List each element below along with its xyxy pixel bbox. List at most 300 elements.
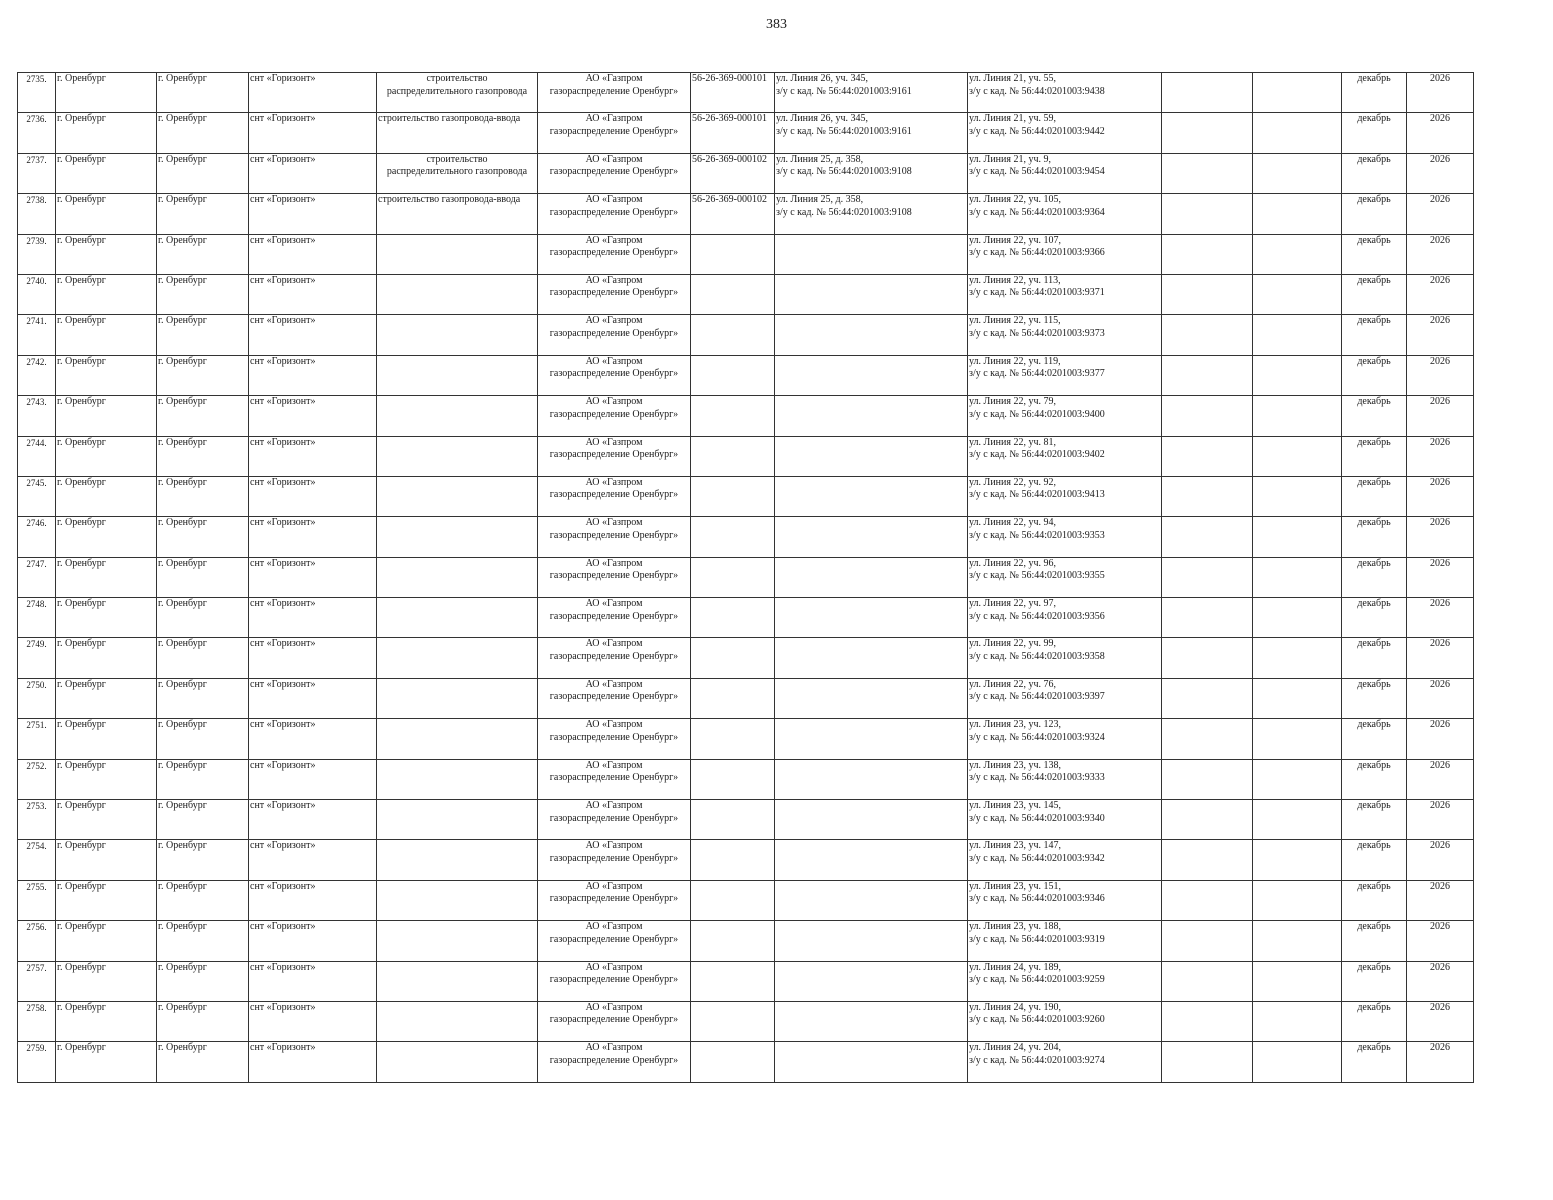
city-cell: г. Оренбург: [56, 638, 157, 678]
connection-to-cell-line: ул. Линия 22, уч. 107,: [969, 234, 1062, 246]
connection-from-cell-line: ул. Линия 26, уч. 345,: [776, 113, 869, 125]
connection-to-cell-line: з/у с кад. № 56:44:0201003:9358: [969, 650, 1105, 662]
district-cell: г. Оренбург: [157, 274, 249, 314]
organization-cell-line: газораспределение Оренбург»: [549, 449, 679, 461]
empty-cell: [1162, 598, 1253, 638]
district-cell: г. Оренбург: [157, 234, 249, 274]
organization-cell: [538, 476, 691, 516]
organization-cell-line: газораспределение Оренбург»: [549, 1014, 679, 1026]
connection-to-cell: [968, 436, 1162, 476]
organization-cell-line: АО «Газпром: [585, 194, 643, 206]
connection-from-cell: [775, 719, 968, 759]
organization-cell-line: газораспределение Оренбург»: [549, 852, 679, 864]
object-code-cell: [691, 719, 775, 759]
connection-to-cell-line: з/у с кад. № 56:44:0201003:9333: [969, 772, 1105, 784]
row-number: 2747.: [18, 557, 56, 597]
organization-cell-line: АО «Газпром: [585, 921, 643, 933]
connection-to-cell-line: з/у с кад. № 56:44:0201003:9366: [969, 247, 1105, 259]
organization-cell: [538, 315, 691, 355]
organization-cell-line: АО «Газпром: [585, 638, 643, 650]
snt-cell: снт «Горизонт»: [249, 396, 377, 436]
empty-cell: [1253, 678, 1342, 718]
connection-to-cell-line: ул. Линия 24, уч. 190,: [969, 1001, 1062, 1013]
connection-from-cell: [775, 517, 968, 557]
work-type-cell-line: строительство: [426, 73, 488, 84]
month-cell: декабрь: [1342, 1001, 1407, 1041]
table-row: [18, 880, 1474, 920]
connection-from-cell: [775, 800, 968, 840]
work-type-cell-line: строительство газопровода-ввода: [378, 113, 521, 125]
snt-cell: снт «Горизонт»: [249, 759, 377, 799]
table-row: [18, 800, 1474, 840]
connection-to-cell: [968, 153, 1162, 193]
empty-cell: [1162, 113, 1253, 153]
organization-cell-line: газораспределение Оренбург»: [549, 287, 679, 299]
empty-cell: [1253, 921, 1342, 961]
district-cell: г. Оренбург: [157, 436, 249, 476]
district-cell: г. Оренбург: [157, 194, 249, 234]
connection-from-cell: [775, 315, 968, 355]
object-code-cell: [691, 436, 775, 476]
row-number: 2757.: [18, 961, 56, 1001]
district-cell: г. Оренбург: [157, 800, 249, 840]
empty-cell: [1253, 517, 1342, 557]
month-cell: декабрь: [1342, 436, 1407, 476]
row-number: 2756.: [18, 921, 56, 961]
work-type-cell: [377, 921, 538, 961]
month-cell: декабрь: [1342, 274, 1407, 314]
snt-cell: снт «Горизонт»: [249, 598, 377, 638]
organization-cell: [538, 840, 691, 880]
empty-cell: [1162, 719, 1253, 759]
city-cell: г. Оренбург: [56, 153, 157, 193]
organization-cell-line: газораспределение Оренбург»: [549, 1054, 679, 1066]
year-cell: 2026: [1407, 315, 1474, 355]
city-cell: г. Оренбург: [56, 719, 157, 759]
table-row: [18, 355, 1474, 395]
object-code-cell: 56-26-369-000101: [691, 113, 775, 153]
connection-from-cell-line: з/у с кад. № 56:44:0201003:9108: [776, 206, 912, 218]
district-cell: г. Оренбург: [157, 476, 249, 516]
connection-from-cell: [775, 880, 968, 920]
city-cell: г. Оренбург: [56, 113, 157, 153]
month-cell: декабрь: [1342, 961, 1407, 1001]
snt-cell: снт «Горизонт»: [249, 274, 377, 314]
district-cell: г. Оренбург: [157, 73, 249, 113]
table-row: [18, 194, 1474, 234]
row-number: 2751.: [18, 719, 56, 759]
empty-cell: [1253, 476, 1342, 516]
organization-cell-line: газораспределение Оренбург»: [549, 731, 679, 743]
connection-to-cell-line: з/у с кад. № 56:44:0201003:9346: [969, 893, 1105, 905]
month-cell: декабрь: [1342, 355, 1407, 395]
city-cell: г. Оренбург: [56, 557, 157, 597]
empty-cell: [1253, 113, 1342, 153]
organization-cell: [538, 921, 691, 961]
page-number: 383: [766, 17, 787, 32]
work-type-cell: [377, 961, 538, 1001]
connection-to-cell-line: з/у с кад. № 56:44:0201003:9274: [969, 1054, 1105, 1066]
object-code-cell: [691, 880, 775, 920]
connection-to-cell: [968, 274, 1162, 314]
empty-cell: [1162, 234, 1253, 274]
city-cell: г. Оренбург: [56, 436, 157, 476]
organization-cell: [538, 194, 691, 234]
table-row: [18, 153, 1474, 193]
month-cell: декабрь: [1342, 153, 1407, 193]
connection-to-cell-line: з/у с кад. № 56:44:0201003:9260: [969, 1014, 1105, 1026]
year-cell: 2026: [1407, 436, 1474, 476]
connection-to-cell-line: з/у с кад. № 56:44:0201003:9438: [969, 85, 1105, 97]
table-row: [18, 476, 1474, 516]
connection-from-cell: [775, 1042, 968, 1082]
empty-cell: [1162, 153, 1253, 193]
organization-cell-line: АО «Газпром: [585, 800, 643, 812]
year-cell: 2026: [1407, 638, 1474, 678]
organization-cell: [538, 274, 691, 314]
empty-cell: [1253, 436, 1342, 476]
organization-cell-line: газораспределение Оренбург»: [549, 206, 679, 218]
organization-cell: [538, 1001, 691, 1041]
month-cell: декабрь: [1342, 396, 1407, 436]
work-type-cell: [377, 476, 538, 516]
connection-from-cell-line: ул. Линия 25, д. 358,: [776, 194, 864, 206]
table-row: [18, 436, 1474, 476]
snt-cell: снт «Горизонт»: [249, 678, 377, 718]
organization-cell-line: газораспределение Оренбург»: [549, 85, 679, 97]
organization-cell-line: газораспределение Оренбург»: [549, 125, 679, 137]
organization-cell-line: АО «Газпром: [585, 880, 643, 892]
connection-from-cell: [775, 1001, 968, 1041]
object-code-cell: [691, 234, 775, 274]
connection-to-cell-line: з/у с кад. № 56:44:0201003:9413: [969, 489, 1105, 501]
organization-cell-line: АО «Газпром: [585, 961, 643, 973]
work-type-cell: [377, 759, 538, 799]
organization-cell-line: АО «Газпром: [585, 1042, 643, 1054]
connection-from-cell-line: ул. Линия 25, д. 358,: [776, 153, 864, 165]
organization-cell-line: газораспределение Оренбург»: [549, 812, 679, 824]
organization-cell-line: газораспределение Оренбург»: [549, 247, 679, 259]
organization-cell: [538, 880, 691, 920]
city-cell: г. Оренбург: [56, 315, 157, 355]
connection-to-cell-line: з/у с кад. № 56:44:0201003:9353: [969, 529, 1105, 541]
row-number: 2738.: [18, 194, 56, 234]
row-number: 2758.: [18, 1001, 56, 1041]
month-cell: декабрь: [1342, 598, 1407, 638]
connection-to-cell-line: ул. Линия 22, уч. 92,: [969, 476, 1057, 488]
table-row: [18, 961, 1474, 1001]
row-number: 2748.: [18, 598, 56, 638]
connection-from-cell: [775, 274, 968, 314]
connection-from-cell-line: ул. Линия 26, уч. 345,: [776, 73, 869, 84]
table-row: [18, 840, 1474, 880]
city-cell: г. Оренбург: [56, 1042, 157, 1082]
work-type-cell: [377, 840, 538, 880]
connection-to-cell-line: з/у с кад. № 56:44:0201003:9400: [969, 408, 1105, 420]
object-code-cell: 56-26-369-000102: [691, 194, 775, 234]
connection-to-cell-line: з/у с кад. № 56:44:0201003:9356: [969, 610, 1105, 622]
connection-to-cell-line: ул. Линия 22, уч. 81,: [969, 436, 1057, 448]
connection-from-cell-line: з/у с кад. № 56:44:0201003:9161: [776, 125, 912, 137]
city-cell: г. Оренбург: [56, 396, 157, 436]
year-cell: 2026: [1407, 355, 1474, 395]
connection-to-cell-line: з/у с кад. № 56:44:0201003:9259: [969, 974, 1105, 986]
organization-cell: [538, 759, 691, 799]
organization-cell-line: АО «Газпром: [585, 678, 643, 690]
snt-cell: снт «Горизонт»: [249, 921, 377, 961]
organization-cell-line: АО «Газпром: [585, 476, 643, 488]
snt-cell: снт «Горизонт»: [249, 234, 377, 274]
work-type-cell: [377, 1042, 538, 1082]
connection-to-cell-line: ул. Линия 23, уч. 151,: [969, 880, 1062, 892]
work-type-cell-line: строительство газопровода-ввода: [378, 194, 521, 206]
snt-cell: снт «Горизонт»: [249, 1042, 377, 1082]
object-code-cell: [691, 598, 775, 638]
empty-cell: [1162, 355, 1253, 395]
table-row: [18, 719, 1474, 759]
row-number: 2736.: [18, 113, 56, 153]
row-number: 2743.: [18, 396, 56, 436]
empty-cell: [1162, 476, 1253, 516]
snt-cell: снт «Горизонт»: [249, 153, 377, 193]
connection-to-cell: [968, 315, 1162, 355]
connection-from-cell-line: з/у с кад. № 56:44:0201003:9108: [776, 166, 912, 178]
row-number: 2750.: [18, 678, 56, 718]
work-type-cell: [377, 234, 538, 274]
month-cell: декабрь: [1342, 113, 1407, 153]
empty-cell: [1253, 234, 1342, 274]
empty-cell: [1162, 880, 1253, 920]
district-cell: г. Оренбург: [157, 113, 249, 153]
table-row: [18, 557, 1474, 597]
connection-to-cell-line: ул. Линия 22, уч. 119,: [969, 355, 1061, 367]
district-cell: г. Оренбург: [157, 1001, 249, 1041]
organization-cell-line: АО «Газпром: [585, 113, 643, 125]
connection-from-cell: [775, 153, 968, 193]
row-number: 2741.: [18, 315, 56, 355]
work-type-cell: [377, 194, 538, 234]
table-row: [18, 234, 1474, 274]
connection-to-cell-line: ул. Линия 22, уч. 96,: [969, 557, 1057, 569]
city-cell: г. Оренбург: [56, 880, 157, 920]
object-code-cell: [691, 961, 775, 1001]
empty-cell: [1253, 638, 1342, 678]
district-cell: г. Оренбург: [157, 396, 249, 436]
row-number: 2742.: [18, 355, 56, 395]
organization-cell-line: газораспределение Оренбург»: [549, 529, 679, 541]
empty-cell: [1162, 396, 1253, 436]
empty-cell: [1253, 598, 1342, 638]
year-cell: 2026: [1407, 396, 1474, 436]
connection-to-cell: [968, 638, 1162, 678]
organization-cell-line: газораспределение Оренбург»: [549, 368, 679, 380]
connection-to-cell: [968, 961, 1162, 1001]
city-cell: г. Оренбург: [56, 759, 157, 799]
connection-to-cell-line: ул. Линия 23, уч. 123,: [969, 719, 1062, 731]
month-cell: декабрь: [1342, 194, 1407, 234]
organization-cell-line: АО «Газпром: [585, 274, 643, 286]
empty-cell: [1162, 517, 1253, 557]
district-cell: г. Оренбург: [157, 153, 249, 193]
snt-cell: снт «Горизонт»: [249, 840, 377, 880]
table-row: [18, 759, 1474, 799]
connection-to-cell-line: ул. Линия 21, уч. 9,: [969, 153, 1052, 165]
organization-cell-line: АО «Газпром: [585, 557, 643, 569]
empty-cell: [1253, 396, 1342, 436]
district-cell: г. Оренбург: [157, 557, 249, 597]
empty-cell: [1162, 638, 1253, 678]
organization-cell-line: газораспределение Оренбург»: [549, 408, 679, 420]
year-cell: 2026: [1407, 476, 1474, 516]
district-cell: г. Оренбург: [157, 315, 249, 355]
work-type-cell: [377, 113, 538, 153]
row-number: 2745.: [18, 476, 56, 516]
month-cell: декабрь: [1342, 678, 1407, 718]
organization-cell-line: АО «Газпром: [585, 315, 643, 327]
row-number: 2749.: [18, 638, 56, 678]
connection-from-cell-line: з/у с кад. № 56:44:0201003:9161: [776, 85, 912, 97]
city-cell: г. Оренбург: [56, 921, 157, 961]
connection-from-cell: [775, 961, 968, 1001]
city-cell: г. Оренбург: [56, 678, 157, 718]
year-cell: 2026: [1407, 921, 1474, 961]
district-cell: г. Оренбург: [157, 1042, 249, 1082]
object-code-cell: [691, 557, 775, 597]
district-cell: г. Оренбург: [157, 517, 249, 557]
empty-cell: [1162, 315, 1253, 355]
city-cell: г. Оренбург: [56, 73, 157, 113]
connection-from-cell: [775, 436, 968, 476]
work-type-cell: [377, 800, 538, 840]
city-cell: г. Оренбург: [56, 840, 157, 880]
snt-cell: снт «Горизонт»: [249, 436, 377, 476]
connection-to-cell-line: ул. Линия 23, уч. 145,: [969, 800, 1062, 812]
connection-to-cell-line: ул. Линия 24, уч. 204,: [969, 1042, 1062, 1054]
object-code-cell: [691, 840, 775, 880]
row-number: 2752.: [18, 759, 56, 799]
empty-cell: [1253, 153, 1342, 193]
year-cell: 2026: [1407, 153, 1474, 193]
connection-from-cell: [775, 355, 968, 395]
connection-to-cell: [968, 234, 1162, 274]
connection-to-cell: [968, 719, 1162, 759]
year-cell: 2026: [1407, 598, 1474, 638]
table-row: [18, 1042, 1474, 1082]
organization-cell: [538, 355, 691, 395]
table-row: [18, 678, 1474, 718]
snt-cell: снт «Горизонт»: [249, 880, 377, 920]
organization-cell-line: АО «Газпром: [585, 517, 643, 529]
empty-cell: [1253, 1042, 1342, 1082]
object-code-cell: [691, 678, 775, 718]
work-type-cell: [377, 598, 538, 638]
city-cell: г. Оренбург: [56, 234, 157, 274]
organization-cell: [538, 557, 691, 597]
snt-cell: снт «Горизонт»: [249, 194, 377, 234]
connection-to-cell: [968, 800, 1162, 840]
month-cell: декабрь: [1342, 1042, 1407, 1082]
table-row: [18, 921, 1474, 961]
connection-to-cell: [968, 1001, 1162, 1041]
work-type-cell: [377, 153, 538, 193]
row-number: 2746.: [18, 517, 56, 557]
registry-table: [17, 72, 1474, 1083]
organization-cell: [538, 234, 691, 274]
city-cell: г. Оренбург: [56, 1001, 157, 1041]
object-code-cell: [691, 315, 775, 355]
connection-to-cell-line: ул. Линия 21, уч. 55,: [969, 73, 1057, 84]
row-number: 2754.: [18, 840, 56, 880]
table-row: [18, 113, 1474, 153]
organization-cell-line: АО «Газпром: [585, 436, 643, 448]
connection-to-cell-line: з/у с кад. № 56:44:0201003:9324: [969, 731, 1105, 743]
table-row: [18, 274, 1474, 314]
row-number: 2753.: [18, 800, 56, 840]
table-row: [18, 396, 1474, 436]
month-cell: декабрь: [1342, 921, 1407, 961]
organization-cell-line: газораспределение Оренбург»: [549, 933, 679, 945]
object-code-cell: 56-26-369-000102: [691, 153, 775, 193]
connection-to-cell-line: з/у с кад. № 56:44:0201003:9397: [969, 691, 1105, 703]
empty-cell: [1162, 73, 1253, 113]
organization-cell: [538, 961, 691, 1001]
snt-cell: снт «Горизонт»: [249, 476, 377, 516]
object-code-cell: [691, 759, 775, 799]
organization-cell: [538, 719, 691, 759]
year-cell: 2026: [1407, 880, 1474, 920]
organization-cell: [538, 678, 691, 718]
connection-to-cell-line: ул. Линия 24, уч. 189,: [969, 961, 1062, 973]
empty-cell: [1253, 1001, 1342, 1041]
work-type-cell: [377, 355, 538, 395]
organization-cell-line: газораспределение Оренбург»: [549, 650, 679, 662]
organization-cell: [538, 800, 691, 840]
organization-cell-line: газораспределение Оренбург»: [549, 166, 679, 178]
organization-cell-line: газораспределение Оренбург»: [549, 893, 679, 905]
connection-to-cell-line: ул. Линия 22, уч. 99,: [969, 638, 1057, 650]
snt-cell: снт «Горизонт»: [249, 961, 377, 1001]
table-row: [18, 1001, 1474, 1041]
empty-cell: [1162, 194, 1253, 234]
connection-to-cell-line: з/у с кад. № 56:44:0201003:9373: [969, 327, 1105, 339]
empty-cell: [1253, 274, 1342, 314]
empty-cell: [1162, 759, 1253, 799]
work-type-cell-line: строительство: [426, 153, 488, 165]
year-cell: 2026: [1407, 194, 1474, 234]
year-cell: 2026: [1407, 274, 1474, 314]
connection-to-cell-line: з/у с кад. № 56:44:0201003:9319: [969, 933, 1105, 945]
connection-to-cell-line: ул. Линия 22, уч. 113,: [969, 274, 1061, 286]
organization-cell: [538, 73, 691, 113]
month-cell: декабрь: [1342, 759, 1407, 799]
organization-cell: [538, 1042, 691, 1082]
city-cell: г. Оренбург: [56, 598, 157, 638]
snt-cell: снт «Горизонт»: [249, 517, 377, 557]
organization-cell-line: АО «Газпром: [585, 153, 643, 165]
empty-cell: [1162, 961, 1253, 1001]
empty-cell: [1253, 840, 1342, 880]
year-cell: 2026: [1407, 1001, 1474, 1041]
snt-cell: снт «Горизонт»: [249, 557, 377, 597]
connection-from-cell: [775, 921, 968, 961]
organization-cell-line: АО «Газпром: [585, 598, 643, 610]
table-row: [18, 598, 1474, 638]
organization-cell: [538, 517, 691, 557]
connection-to-cell-line: ул. Линия 22, уч. 115,: [969, 315, 1061, 327]
connection-to-cell-line: з/у с кад. № 56:44:0201003:9377: [969, 368, 1105, 380]
object-code-cell: [691, 800, 775, 840]
connection-to-cell: [968, 355, 1162, 395]
